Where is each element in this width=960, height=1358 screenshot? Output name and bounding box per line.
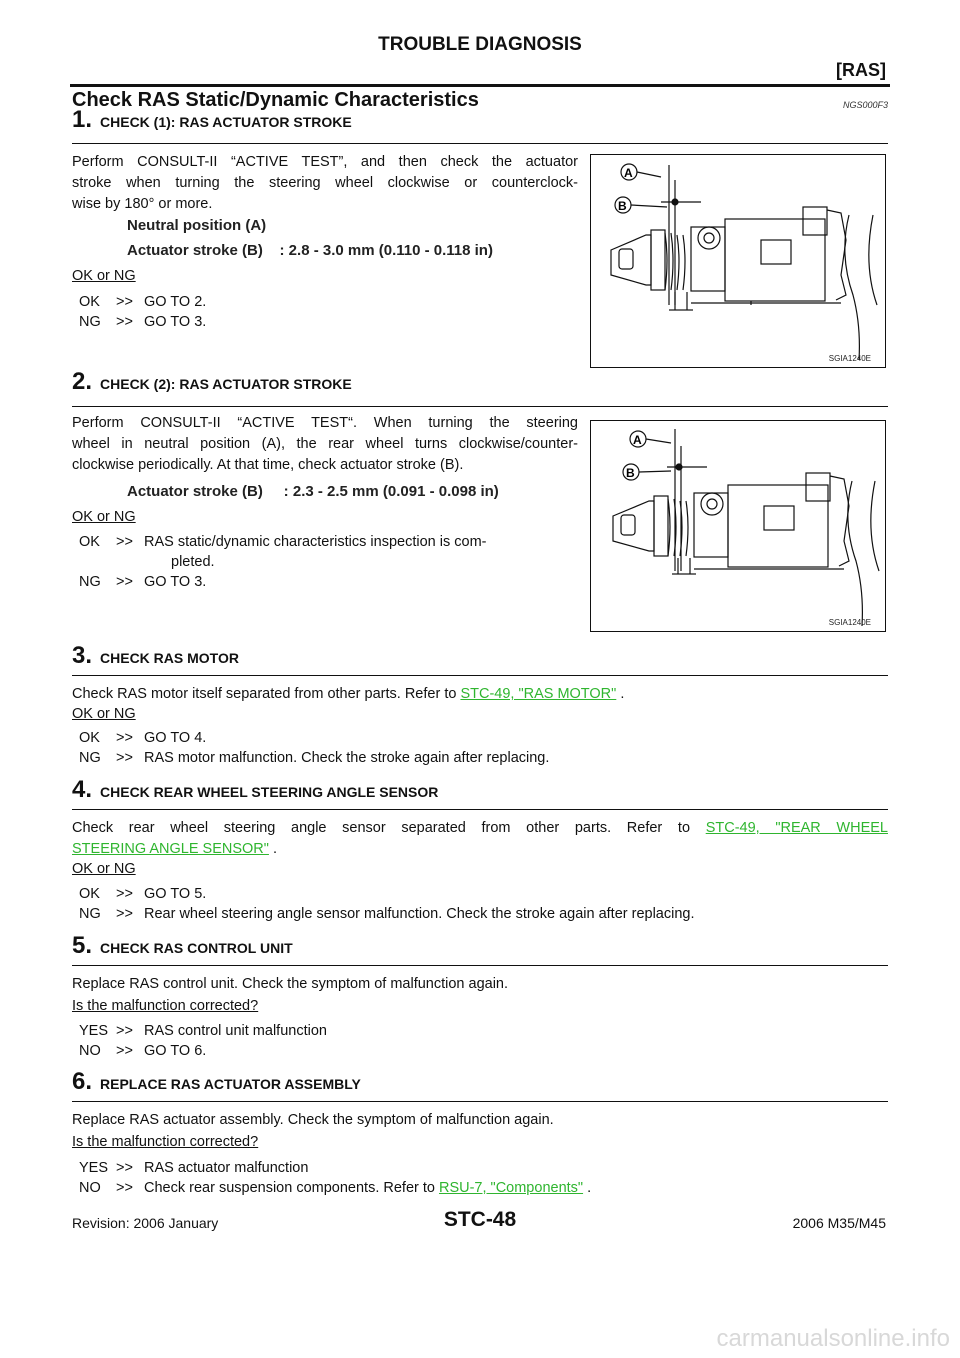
ref-link-stc49-sensor[interactable]: STC-49, "REAR WHEEL <box>705 820 888 836</box>
step-rule <box>72 965 888 966</box>
step-6-heading <box>72 1068 361 1096</box>
actuator-diagram <box>591 155 885 367</box>
text-line: wise by 180° or more. <box>72 196 213 212</box>
step-rule <box>72 143 888 144</box>
step-rule <box>72 675 888 676</box>
results <box>79 1158 591 1198</box>
question-label: OK or NG <box>72 509 136 525</box>
step-number: 5. <box>72 932 93 959</box>
step-title: CHECK (2): RAS ACTUATOR STROKE <box>100 376 352 392</box>
result-row: YES >> RAS actuator malfunction <box>79 1160 309 1176</box>
step-6-text: Replace RAS actuator assembly. Check the symptom of malfunction again. <box>72 1112 554 1128</box>
step-rule <box>72 809 888 810</box>
svg-text:B: B <box>626 466 635 480</box>
step-5-text: Replace RAS control unit. Check the symptom of malfunction again. <box>72 976 509 992</box>
result-row: NG >> Rear wheel steering angle sensor malfunction. Check the stroke again after replacing. <box>79 906 695 922</box>
step-title: REPLACE RAS ACTUATOR ASSEMBLY <box>100 1076 361 1092</box>
question-label: Is the malfunction corrected? <box>72 998 259 1014</box>
ref-link-stc49-ras-motor[interactable]: STC-49, "RAS MOTOR" <box>460 686 617 702</box>
step-4-heading <box>72 776 438 804</box>
ref-link-rsu7-components[interactable]: RSU-7, "Components" <box>438 1180 584 1196</box>
watermark: carmanualsonline.info <box>716 1325 950 1352</box>
step-number: 3. <box>72 642 93 669</box>
step-title: CHECK RAS MOTOR <box>100 650 239 666</box>
results <box>79 292 206 332</box>
text-line: Perform CONSULT-II “ACTIVE TEST”, and then check the actuator <box>72 154 578 170</box>
spec-stroke: Actuator stroke (B) : 2.8 - 3.0 mm (0.110 - 0.118 in) <box>127 242 493 259</box>
step-4-text: Check rear wheel steering angle sensor separated from other parts. Refer to STC-49, "REAR WHEEL STEERING ANGLE SENSOR" . <box>72 820 888 857</box>
question-label: OK or NG <box>72 268 136 284</box>
text-line: stroke when turning the steering wheel clockwise or counterclock- <box>72 175 578 191</box>
svg-text:A: A <box>624 166 633 180</box>
step-2-text <box>72 413 578 476</box>
step-rule <box>72 406 888 407</box>
result-row: NG >> GO TO 3. <box>79 314 207 330</box>
step-3-text: Check RAS motor itself separated from other parts. Refer to STC-49, "RAS MOTOR" . <box>72 686 625 702</box>
step-1-heading <box>72 106 352 134</box>
svg-text:A: A <box>633 433 642 447</box>
step-number: 2. <box>72 368 93 395</box>
result-row: OK >> RAS static/dynamic characteristics inspection is com- pleted. <box>79 534 487 570</box>
svg-text:B: B <box>618 199 627 213</box>
result-row: NO >> GO TO 6. <box>79 1043 207 1059</box>
header-rule <box>70 84 890 87</box>
results <box>79 728 549 768</box>
ref-link-stc49-sensor-cont[interactable]: STEERING ANGLE SENSOR" <box>72 841 269 857</box>
result-row: OK >> GO TO 5. <box>79 886 207 902</box>
results <box>79 884 695 924</box>
footer-revision: Revision: 2006 January <box>72 1215 219 1231</box>
actuator-figure-1 <box>590 154 886 368</box>
question-label: OK or NG <box>72 861 136 877</box>
page-title: TROUBLE DIAGNOSIS <box>378 34 582 55</box>
text-line: wheel in neutral position (A), the rear wheel turns clockwise/counter- <box>72 436 578 452</box>
section-title: Check RAS Static/Dynamic Characteristics <box>72 89 479 111</box>
section-tag: [RAS] <box>836 60 886 80</box>
page-number: STC-48 <box>443 1208 517 1231</box>
step-5-heading <box>72 932 293 960</box>
step-title: CHECK REAR WHEEL STEERING ANGLE SENSOR <box>100 784 439 800</box>
text-line: Perform CONSULT-II “ACTIVE TEST“. When turning the steering <box>72 415 578 431</box>
results <box>79 1021 327 1061</box>
result-row: NO >> Check rear suspension components. Refer to RSU-7, "Components" . <box>79 1180 592 1196</box>
step-1-text <box>72 152 578 215</box>
step-title: CHECK (1): RAS ACTUATOR STROKE <box>100 114 352 130</box>
result-row: OK >> GO TO 2. <box>79 294 207 310</box>
step-title: CHECK RAS CONTROL UNIT <box>100 940 293 956</box>
step-rule <box>72 1101 888 1102</box>
footer-model: 2006 M35/M45 <box>792 1215 886 1231</box>
figure-code: SGIA1240E <box>828 354 871 363</box>
section-code: NGS000F3 <box>842 100 888 110</box>
results <box>79 532 579 592</box>
result-row: NG >> GO TO 3. <box>79 574 207 590</box>
step-number: 1. <box>72 106 93 133</box>
question-label: OK or NG <box>72 706 136 722</box>
spec-neutral: Neutral position (A) <box>127 217 267 234</box>
actuator-figure-2 <box>590 420 886 632</box>
step-2-heading <box>72 368 352 396</box>
result-row: YES >> RAS control unit malfunction <box>79 1023 327 1039</box>
step-number: 4. <box>72 776 93 803</box>
spec-stroke: Actuator stroke (B) : 2.3 - 2.5 mm (0.091 - 0.098 in) <box>127 483 499 500</box>
step-3-heading <box>72 642 239 670</box>
step-number: 6. <box>72 1068 93 1095</box>
actuator-diagram <box>591 421 885 631</box>
text-line: clockwise periodically. At that time, check actuator stroke (B). <box>72 457 464 473</box>
question-label: Is the malfunction corrected? <box>72 1134 259 1150</box>
figure-code: SGIA1240E <box>828 618 871 627</box>
result-row: NG >> RAS motor malfunction. Check the stroke again after replacing. <box>79 750 550 766</box>
result-row: OK >> GO TO 4. <box>79 730 207 746</box>
